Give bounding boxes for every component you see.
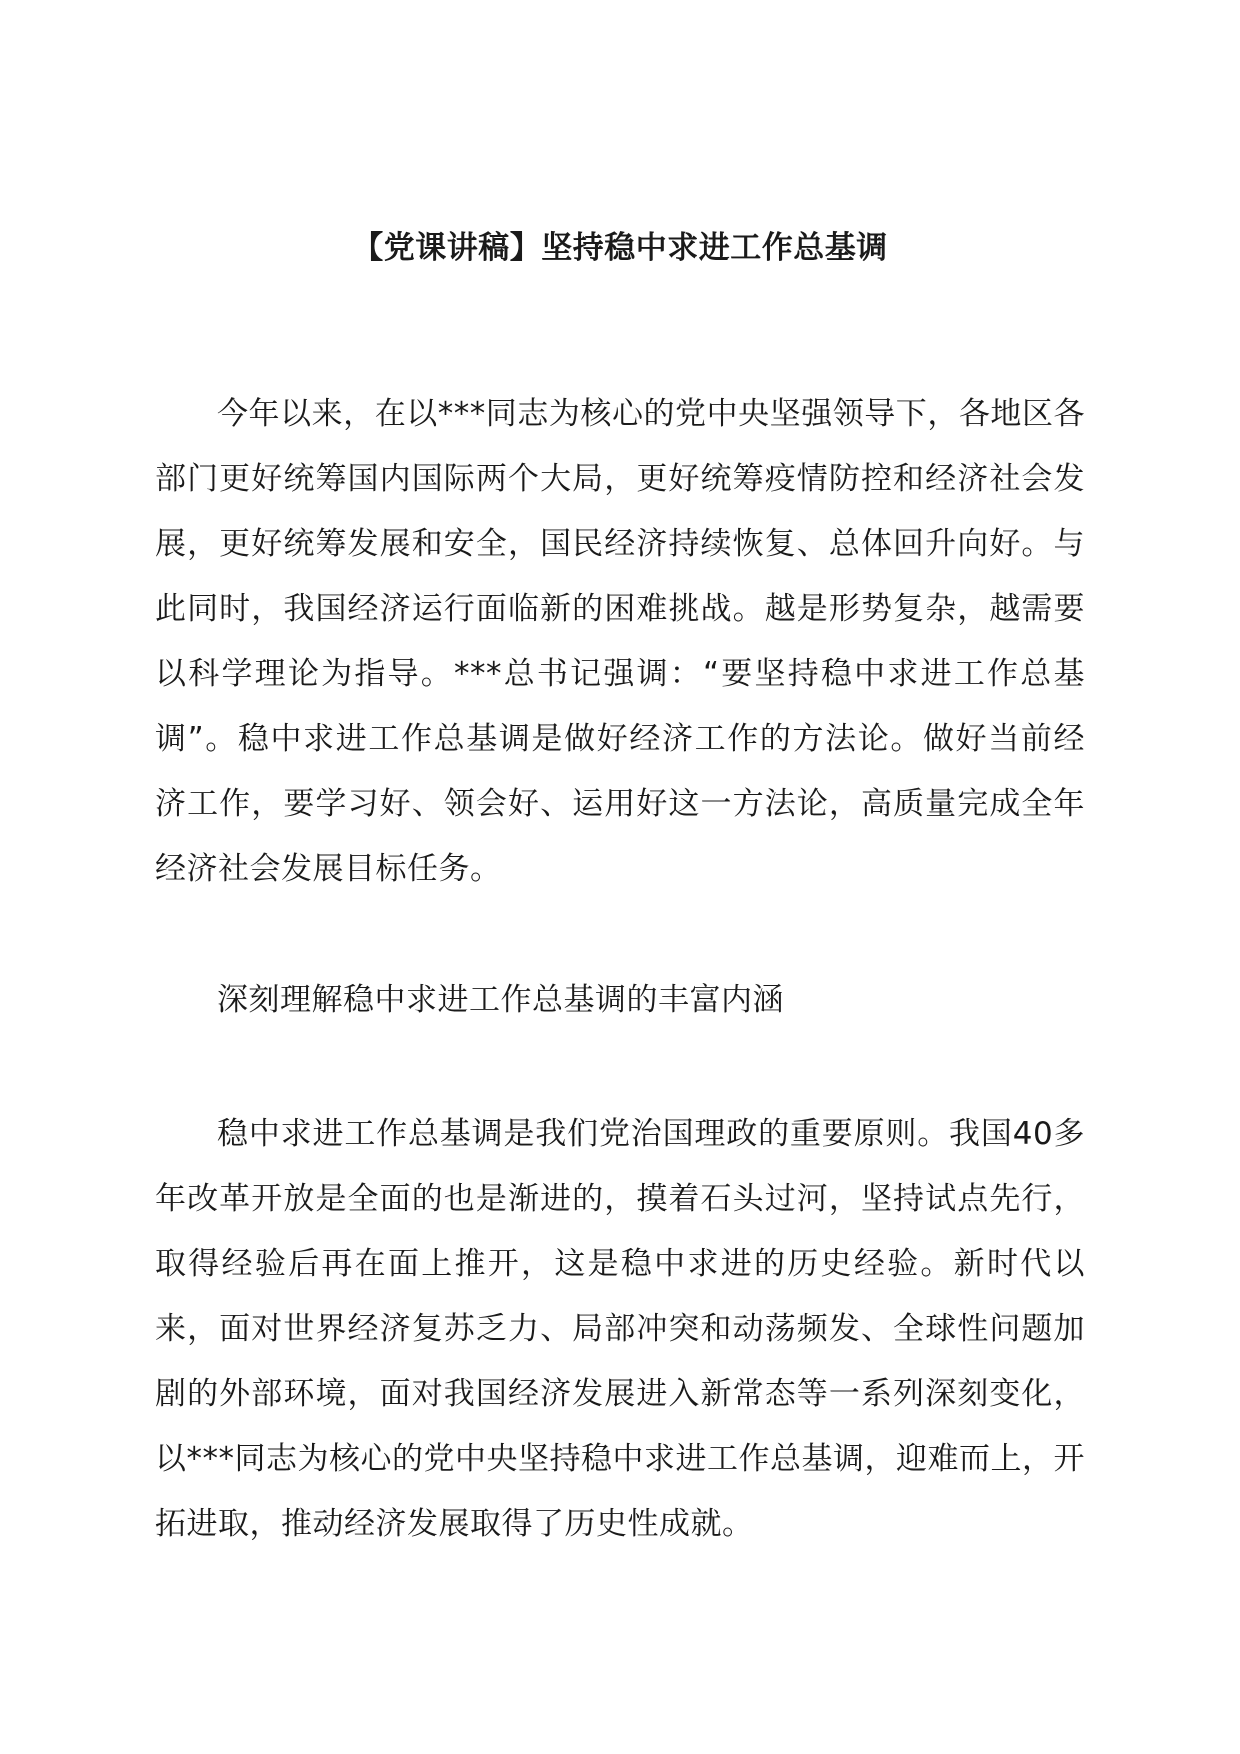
document-title: 【党课讲稿】坚持稳中求进工作总基调 bbox=[352, 230, 888, 266]
body-paragraph: 稳中求进工作总基调是我们党治国理政的重要原则。我国40多年改革开放是全面的也是渐进的，摸着石头过河，坚持试点先行，取得经验后再在面上推开，这是稳中求进的历史经验。新时代以来，面对世界经济复苏乏力、局部冲突和动荡频发、全球性问题加剧的外部环境，面对我国经济发展进入新常态等一系列深刻变化，以***同志为核心的党中央坚持稳中求进工作总基调，迎难而上，开拓进取，推动经济发展取得了历史性成就。 bbox=[155, 1116, 1085, 1542]
intro-paragraph: 今年以来，在以***同志为核心的党中央坚强领导下，各地区各部门更好统筹国内国际两个大局，更好统筹疫情防控和经济社会发展，更好统筹发展和安全，国民经济持续恢复、总体回升向好。与此同时，我国经济运行面临新的困难挑战。越是形势复杂，越需要以科学理论为指导。***总书记强调：“要坚持稳中求进工作总基调”。稳中求进工作总基调是做好经济工作的方法论。做好当前经济工作，要学习好、领会好、运用好这一方法论，高质量完成全年经济社会发展目标任务。 bbox=[155, 396, 1085, 887]
section-heading: 深刻理解稳中求进工作总基调的丰富内涵 bbox=[217, 982, 784, 1018]
